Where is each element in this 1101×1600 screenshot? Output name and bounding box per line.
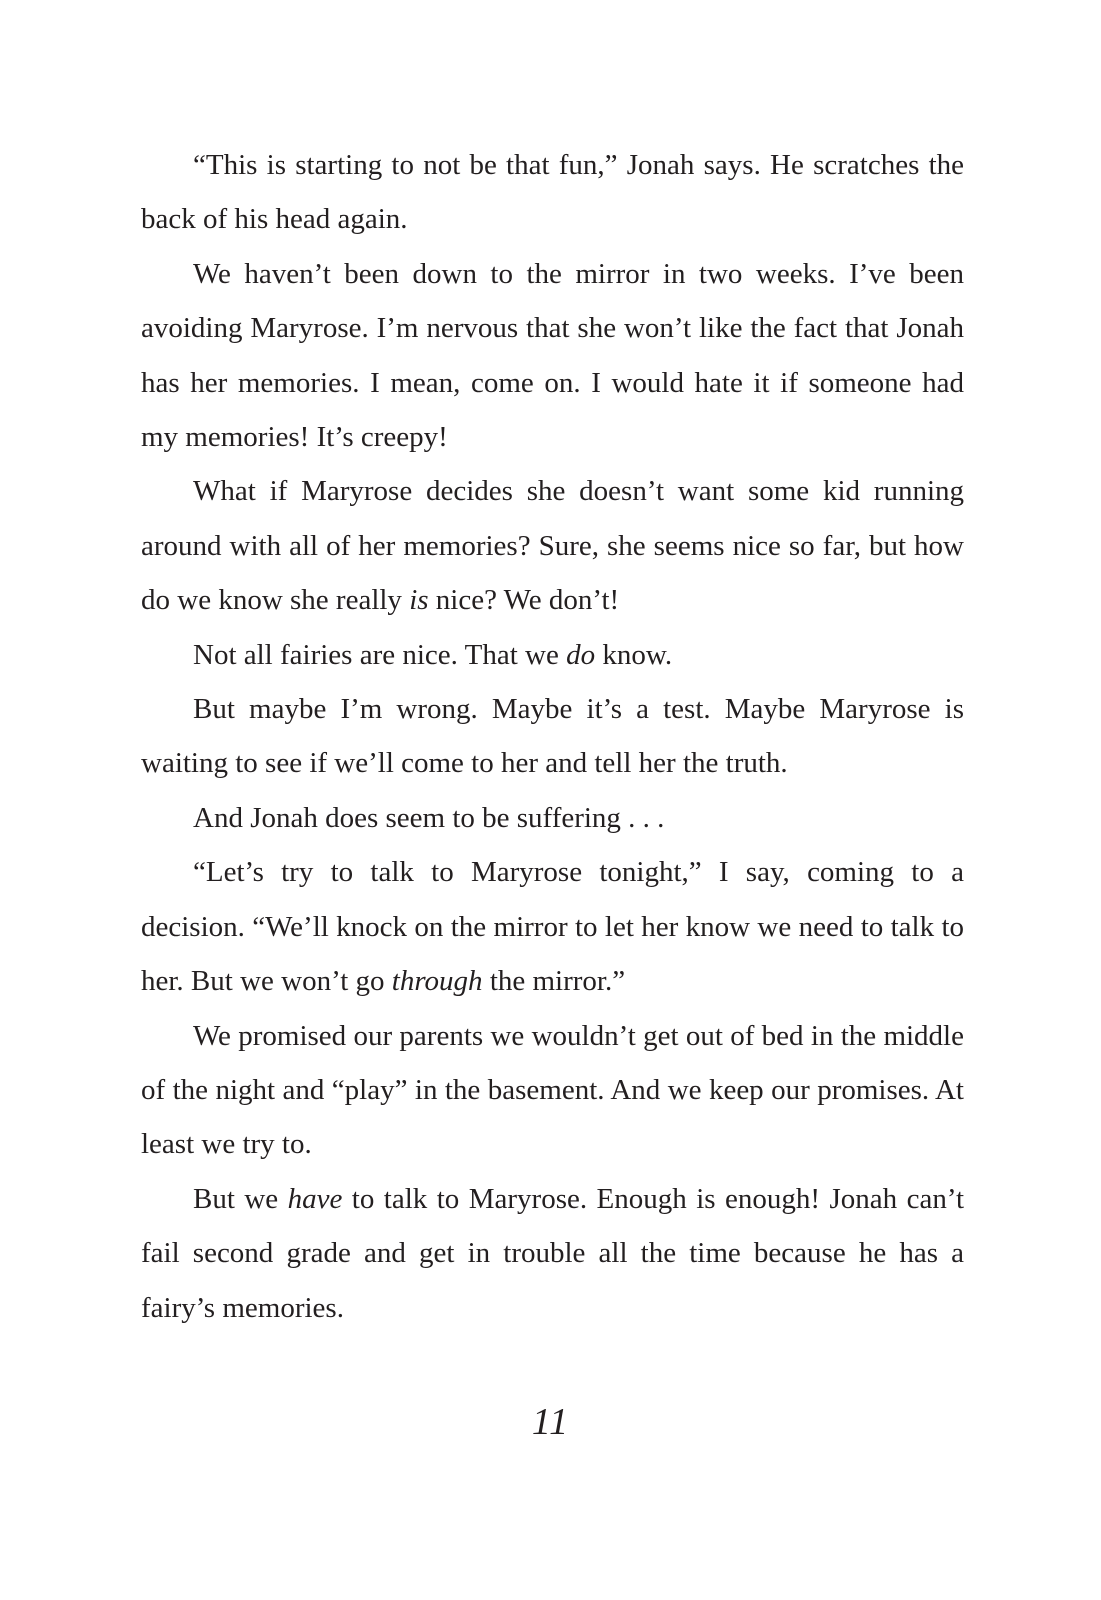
- text-segment: the mirror.”: [482, 965, 626, 998]
- paragraph: [141, 682, 964, 791]
- text-segment: “Let’s try to talk to Maryrose tonight,” I say, coming to a decision. “We’ll knock on the mirror to let her know we need to talk to her. But we won’t go: [141, 856, 964, 998]
- text-segment: know.: [595, 638, 673, 671]
- page-number: 11: [531, 1401, 570, 1443]
- text-segment: to talk to Maryrose. Enough is enough! Jonah can’t fail second grade and get in trouble all the time because he has a fairy’s memories.: [141, 1182, 965, 1324]
- paragraph: [141, 845, 964, 1008]
- paragraph: [141, 1172, 964, 1335]
- paragraph: [141, 247, 964, 465]
- paragraph: [141, 1009, 964, 1172]
- text-segment: What if Maryrose decides she doesn’t want some kid running around with all of her memories? Sure, she seems nice so far, but how do we know she really: [141, 475, 964, 617]
- paragraph: [141, 628, 964, 682]
- paragraph: [141, 138, 964, 247]
- text-segment: But maybe I’m wrong. Maybe it’s a test. Maybe Maryrose is waiting to see if we’ll come to her and tell her the truth.: [141, 693, 964, 780]
- italic-text-segment: do: [566, 638, 596, 671]
- italic-text-segment: through: [391, 965, 483, 998]
- text-segment: But we: [193, 1182, 288, 1215]
- body-text: [141, 138, 964, 1335]
- text-segment: And Jonah does seem to be suffering . . .: [193, 801, 665, 834]
- text-segment: We haven’t been down to the mirror in two weeks. I’ve been avoiding Maryrose. I’m nervous that she won’t like the fact that Jonah has her memories. I mean, come on. I would hate it if someone had my memories! It’s creepy!: [141, 257, 964, 454]
- text-segment: We promised our parents we wouldn’t get out of bed in the middle of the night and “play” in the basement. And we keep our promises. At least we try to.: [141, 1019, 964, 1161]
- text-segment: “This is starting to not be that fun,” Jonah says. He scratches the back of his head again.: [141, 149, 964, 236]
- italic-text-segment: is: [409, 584, 429, 617]
- italic-text-segment: have: [287, 1182, 343, 1215]
- text-segment: nice? We don’t!: [428, 584, 620, 617]
- text-segment: Not all fairies are nice. That we: [193, 638, 567, 671]
- paragraph: [141, 464, 964, 627]
- paragraph: [141, 791, 964, 845]
